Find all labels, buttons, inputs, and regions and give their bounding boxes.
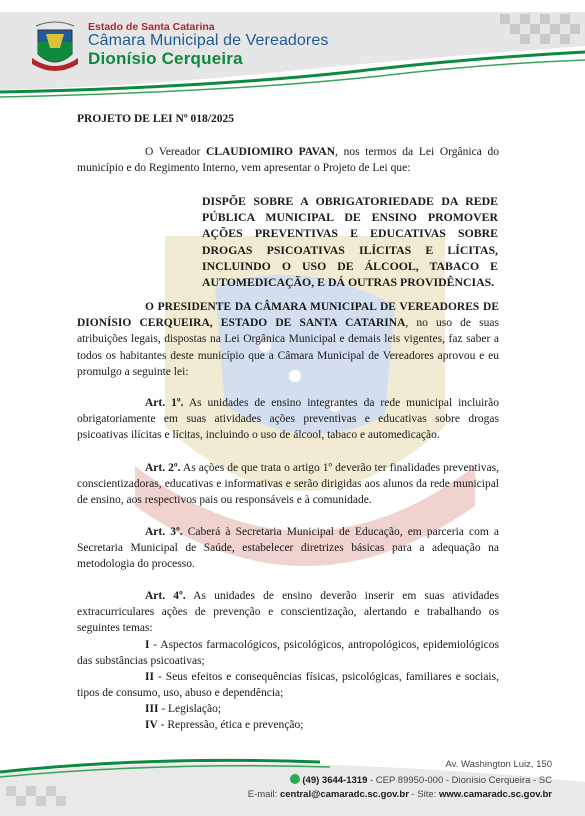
article-label: Art. 1º.	[145, 397, 184, 409]
item-number: IV	[145, 719, 158, 731]
bill-summary: DISPÕE SOBRE A OBRIGATORIEDADE DA REDE PÚBLICA MUNICIPAL DE ENSINO PROMOVER AÇÕES PREVENTIVAS E EDUCATIVAS SOBRE DROGAS PSICOATIVAS ILÍCITAS E LÍCITAS, INCLUINDO O USO DE ÁLCOOL, TABACO E AUTOMEDICAÇÃO, E DÁ OUTRAS PROVIDÊNCIAS.	[202, 194, 498, 290]
footer-email-label: E-mail:	[247, 789, 280, 800]
letterhead-footer	[0, 738, 585, 816]
item-separator: -	[153, 671, 166, 683]
intro-line2: município e do Regimento Interno, vem apresentar o Projeto de Lei que:	[77, 162, 411, 175]
chamber-name: Câmara Municipal de Vereadores	[88, 32, 329, 49]
councilor-name: CLAUDIOMIRO PAVAN	[206, 146, 336, 158]
article-2	[77, 460, 499, 509]
preamble-rest: atribuições legais, dispostas na Lei Orgânica Municipal e demais leis vigentes, faz saber a todos os habitantes deste município que a Câmara Municipal de Vereadores aprovou e eu promulgo a seguinte lei:	[77, 333, 499, 378]
article-label: Art. 2º.	[145, 462, 181, 474]
list-item-II	[77, 669, 499, 701]
footer-phone: (49) 3644-1319	[302, 775, 368, 786]
bill-title: PROJETO DE LEI Nº 018/2025	[77, 113, 234, 125]
list-item-III	[145, 701, 221, 717]
item-text: Aspectos farmacológicos, psicológicos, antropológicos, epidemiológicos das substâncias psicoativas;	[77, 639, 499, 668]
footer-contact	[290, 774, 552, 786]
item-separator: -	[158, 703, 169, 715]
whatsapp-icon	[290, 774, 300, 784]
footer-email[interactable]: central@camaradc.sc.gov.br	[279, 789, 409, 800]
item-text: Repressão, ética e prevenção;	[167, 719, 304, 731]
article-label: Art. 4º.	[145, 590, 186, 602]
item-text: Seus efeitos e consequências físicas, psicológicas, familiares e sociais, tipos de consumo, uso, abuso e dependência;	[77, 671, 499, 700]
item-number: III	[145, 703, 159, 715]
item-separator: -	[149, 639, 161, 651]
footer-site-label: - Site:	[408, 789, 439, 800]
city-name: Dionísio Cerqueira	[88, 49, 243, 68]
article-1	[77, 395, 499, 444]
intro-prefix: O Vereador	[145, 146, 206, 158]
state-name: Estado de Santa Catarina	[88, 21, 215, 33]
intro-paragraph	[77, 144, 499, 176]
footer-cep-city: - CEP 89950-000 - Dionísio Cerqueira - SC	[367, 775, 552, 786]
list-item-I	[77, 637, 499, 669]
footer-site[interactable]: www.camaradc.sc.gov.br	[439, 789, 552, 800]
item-number: I	[145, 639, 150, 651]
article-label: Art. 3º.	[145, 526, 183, 538]
item-separator: -	[157, 719, 168, 731]
preamble-bold-1: O PRESIDENTE DA CÂMARA MUNICIPAL DE VEREADORES	[145, 301, 480, 313]
article-text: As unidades de ensino integrantes da rede municipal incluirão obrigatoriamente em suas atividades ações preventivas e educativas sobre drogas psicoativas ilícitas e lícitas, incluindo o uso de álcool, tabaco e automedicação.	[77, 397, 499, 442]
article-4	[77, 588, 499, 637]
preamble-bold-2: DE DIONÍSIO CERQUEIRA, ESTADO DE SANTA CATARINA	[77, 301, 499, 330]
list-item-IV	[145, 717, 303, 733]
item-text: Legislação;	[168, 703, 222, 715]
article-text: As ações de que trata o artigo 1º deverão ter finalidades preventivas, conscientizadoras, educativas e informativas e serão dirigidas aos alunos da rede municipal de ensino, aos respectivos pais ou responsáveis e à comunidade.	[77, 462, 499, 507]
preamble-line2-rest: , no uso de suas	[405, 317, 499, 330]
footer-web	[248, 789, 552, 800]
intro-line1-rest: , nos termos da Lei Orgânica do	[335, 146, 499, 158]
article-text: As unidades de ensino deverão inserir em suas atividades extracurriculares ações de prevenção e conscientização, alertando e trabalhando os seguintes temas:	[77, 590, 499, 635]
letterhead	[0, 0, 585, 100]
article-text: Caberá à Secretaria Municipal de Educação, em parceria com a Secretaria Municipal de Saúde, estabelecer diretrizes básicas para a adequação na metodologia do processo.	[77, 526, 499, 571]
item-number: II	[145, 671, 154, 683]
municipal-coat-of-arms	[28, 18, 82, 74]
footer-address: Av. Washington Luiz, 150	[445, 759, 552, 770]
article-3	[77, 524, 499, 573]
preamble-paragraph	[77, 299, 499, 380]
